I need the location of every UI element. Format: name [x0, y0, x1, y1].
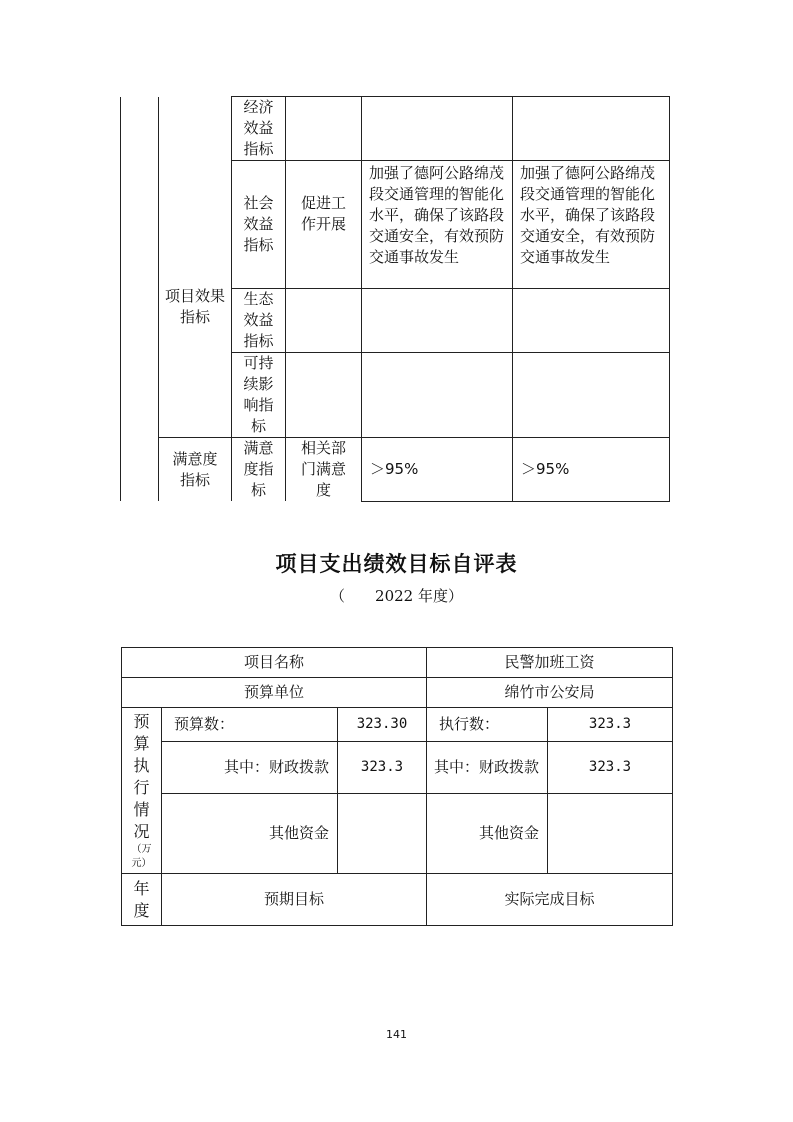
- subtitle-year: 2022 年度）: [375, 587, 463, 605]
- indicator-economic: [286, 97, 362, 161]
- category-social: 社会效益指标: [232, 161, 286, 289]
- exec-amount-label: 执行数：: [427, 708, 548, 742]
- target-sustainable: [362, 353, 513, 438]
- expected-goal-label: 预期目标: [162, 874, 427, 926]
- budget-amount-value: 323.30: [338, 708, 427, 742]
- budget-execution-unit: （万元）: [131, 843, 152, 869]
- fiscal-budget-value: 323.3: [338, 742, 427, 794]
- actual-sustainable: [513, 353, 670, 438]
- category-economic: 经济效益指标: [232, 97, 286, 161]
- actual-economic: [513, 97, 670, 161]
- target-satisfaction: ＞95%: [362, 438, 513, 502]
- target-economic: [362, 97, 513, 161]
- indicator-satisfaction: 相关部门满意度: [286, 438, 362, 502]
- indicator-social: 促进工作开展: [286, 161, 362, 289]
- indicator-table-continued: [120, 96, 670, 502]
- other-funds-exec-label: 其他资金: [427, 794, 548, 874]
- indicator-sustainable: [286, 353, 362, 438]
- budget-amount-label: 预算数：: [162, 708, 338, 742]
- budget-unit-value: 绵竹市公安局: [427, 678, 673, 708]
- actual-ecological: [513, 289, 670, 353]
- project-name-value: 民警加班工资: [427, 648, 673, 678]
- subtitle-open-paren: （: [330, 587, 346, 605]
- page-title: 项目支出绩效目标自评表: [275, 552, 518, 576]
- category-satisfaction: 满意度指标: [232, 438, 286, 502]
- fiscal-exec-label: 其中：财政拨款: [427, 742, 548, 794]
- fiscal-budget-label: 其中：财政拨款: [162, 742, 338, 794]
- other-funds-budget-value: [338, 794, 427, 874]
- actual-goal-label: 实际完成目标: [427, 874, 673, 926]
- budget-unit-label: 预算单位: [122, 678, 427, 708]
- target-ecological: [362, 289, 513, 353]
- year-subtitle: [0, 585, 793, 606]
- category-ecological: 生态效益指标: [232, 289, 286, 353]
- year-label: 年度: [122, 874, 162, 926]
- self-evaluation-table: [121, 647, 673, 926]
- category-sustainable: 可持续影响指标: [232, 353, 286, 438]
- indicator-ecological: [286, 289, 362, 353]
- exec-amount-value: 323.3: [548, 708, 673, 742]
- fiscal-exec-value: 323.3: [548, 742, 673, 794]
- budget-execution-label: 预算执行情况 （万元）: [122, 708, 162, 874]
- other-funds-budget-label: 其他资金: [162, 794, 338, 874]
- actual-social: 加强了德阿公路绵茂段交通管理的智能化水平，确保了该路段交通安全，有效预防交通事故发生: [513, 161, 670, 289]
- page-number: 141: [386, 1028, 407, 1041]
- table1-first-column: [121, 97, 159, 502]
- group-effect-indicators: 项目效果指标: [159, 97, 232, 438]
- actual-satisfaction: ＞95%: [513, 438, 670, 502]
- other-funds-exec-value: [548, 794, 673, 874]
- target-social: 加强了德阿公路绵茂段交通管理的智能化水平，确保了该路段交通安全，有效预防交通事故发生: [362, 161, 513, 289]
- project-name-label: 项目名称: [122, 648, 427, 678]
- group-satisfaction: 满意度指标: [159, 438, 232, 502]
